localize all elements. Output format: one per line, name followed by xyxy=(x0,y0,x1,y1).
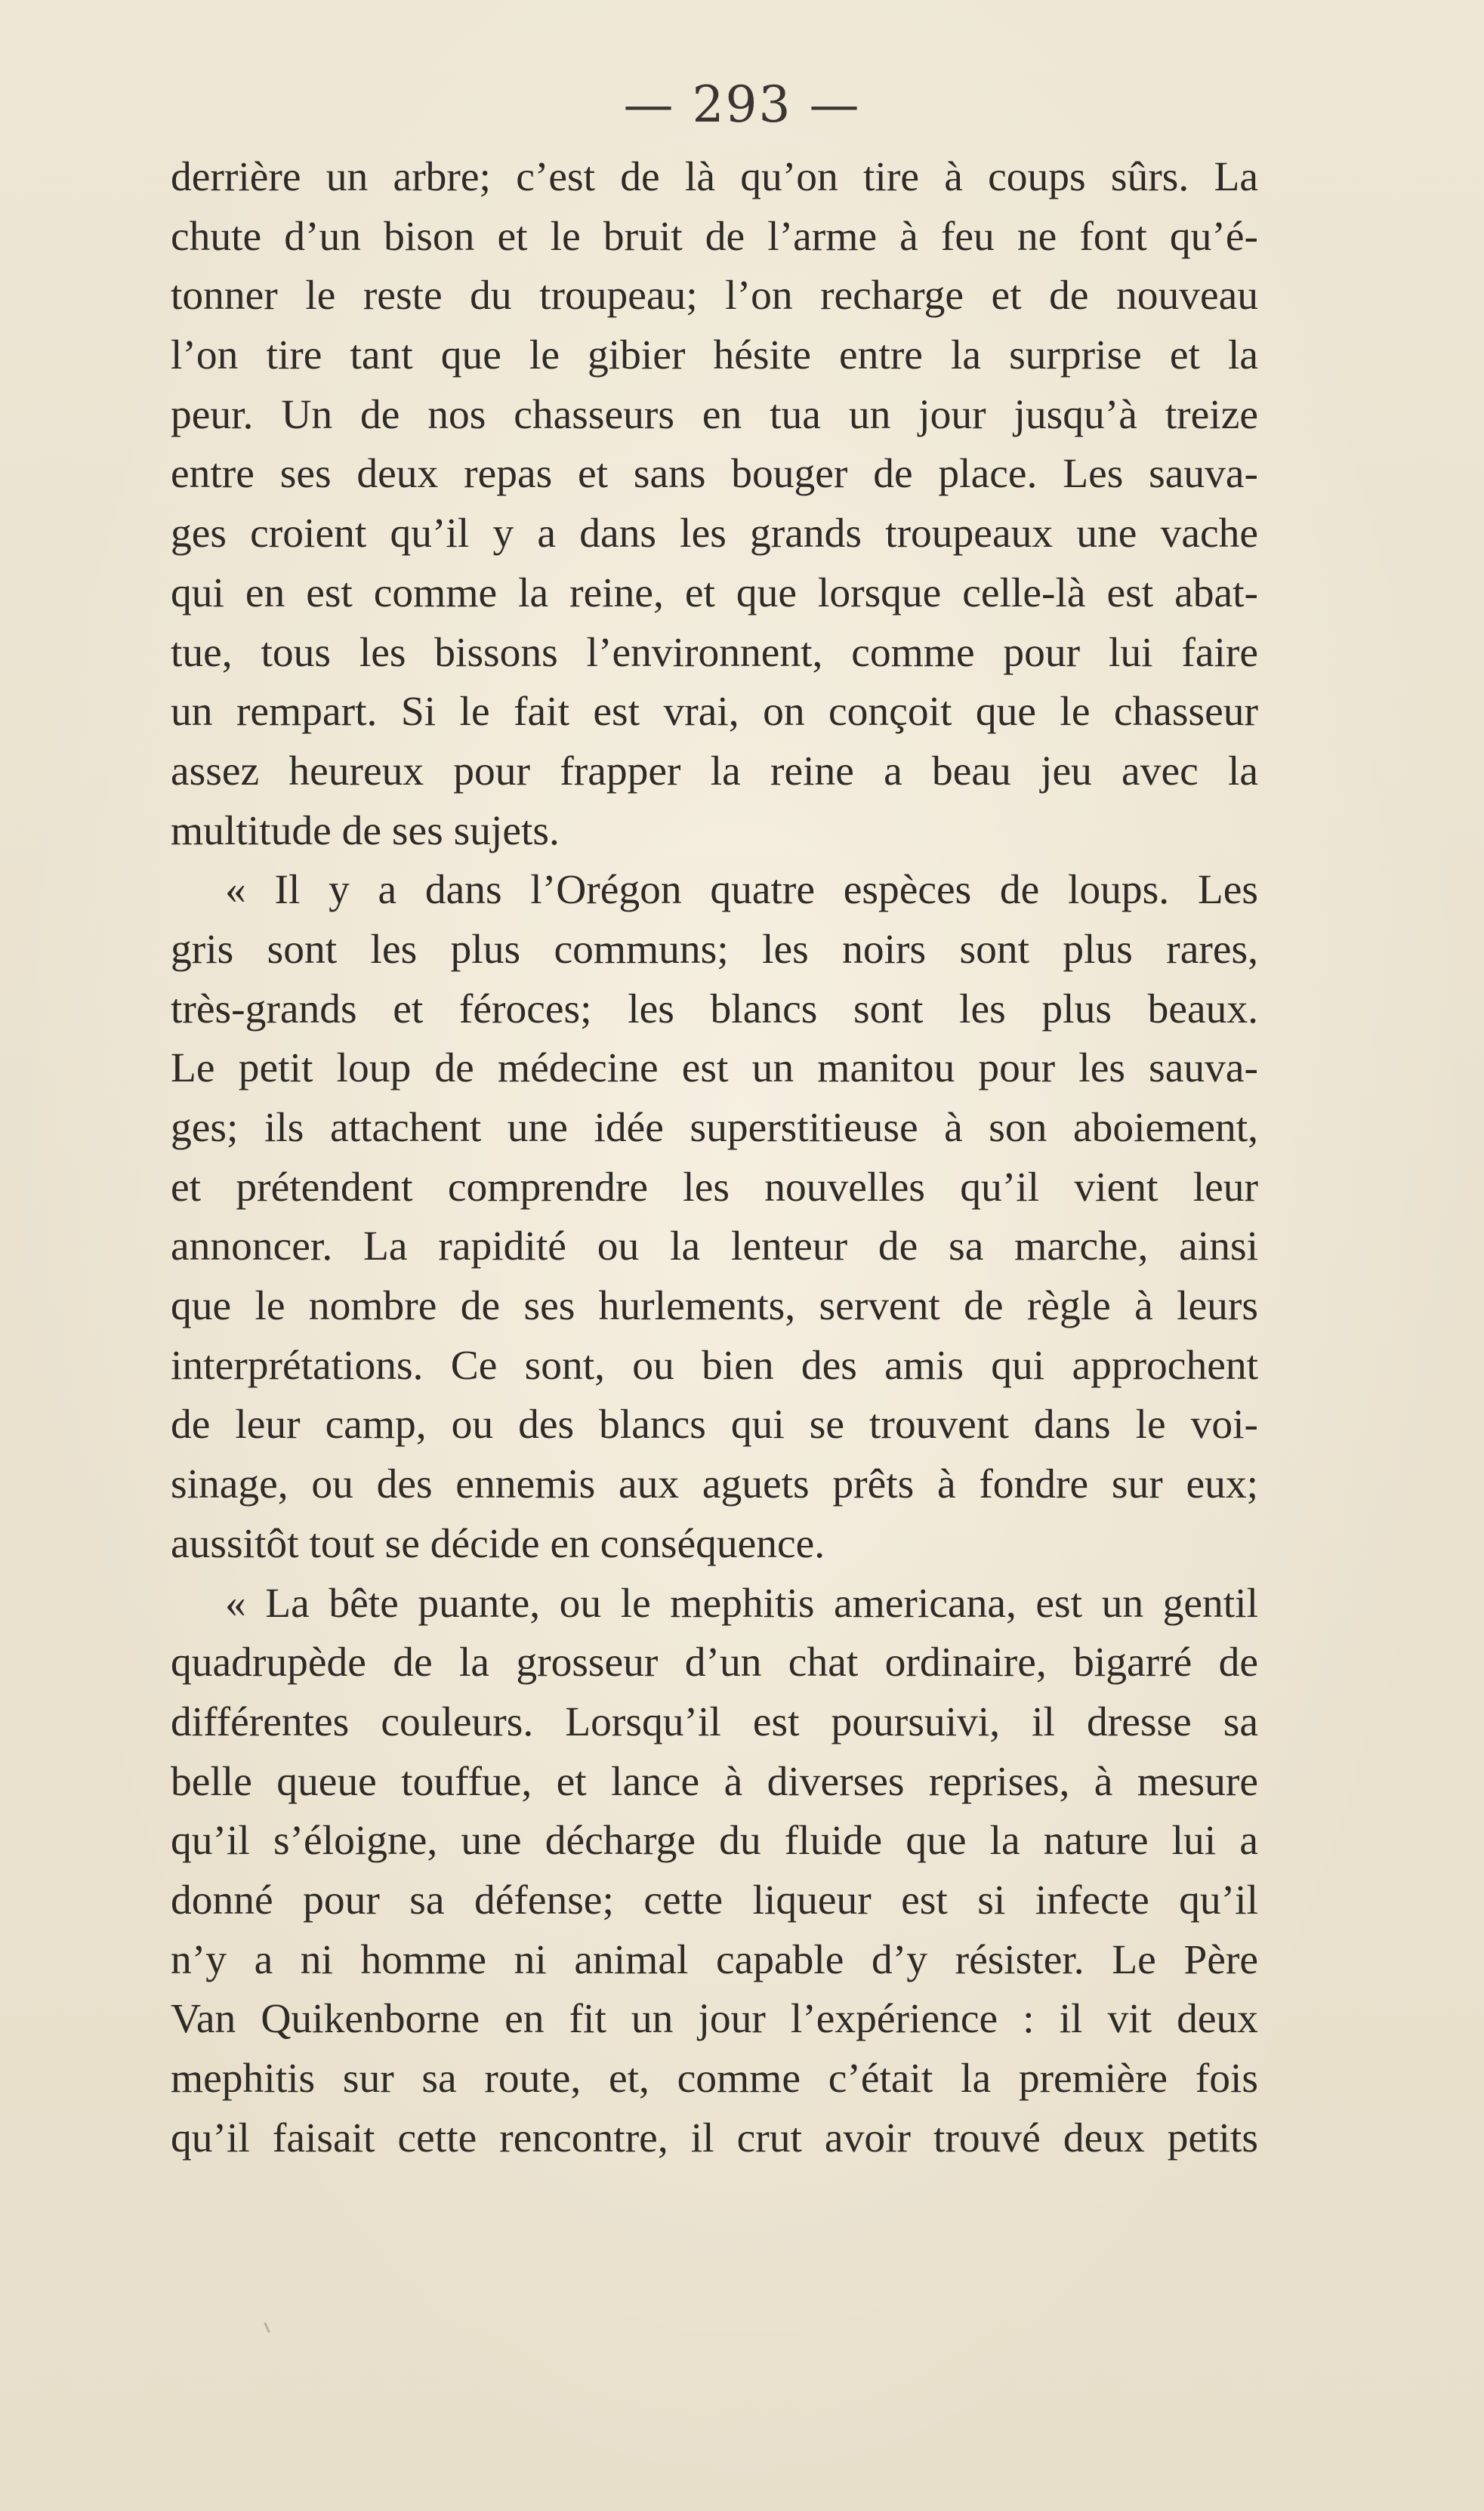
text-line: que le nombre de ses hurlements, servent de règle à leurs xyxy=(171,1283,1258,1330)
text-line: très-grands et féroces; les blancs sont les plus beaux. xyxy=(171,986,1258,1032)
text-line: derrière un arbre; c’est de là qu’on tire à coups sûrs. La xyxy=(171,154,1258,200)
paper-mark xyxy=(264,2322,270,2333)
text-line: mephitis sur sa route, et, comme c’était la première fois xyxy=(171,2056,1258,2102)
text-line: qu’il faisait cette rencontre, il crut avoir trouvé deux petits xyxy=(171,2115,1258,2161)
body-text xyxy=(171,148,1258,2168)
text-line: tonner le reste du troupeau; l’on recharge et de nouveau xyxy=(171,273,1258,319)
text-line: et prétendent comprendre les nouvelles qu’il vient leur xyxy=(171,1164,1258,1211)
text-line: n’y a ni homme ni animal capable d’y résister. Le Père xyxy=(171,1936,1258,1983)
page-number: — 293 — xyxy=(623,76,861,134)
text-line: assez heureux pour frapper la reine a beau jeu avec la xyxy=(171,748,1258,794)
text-line: interprétations. Ce sont, ou bien des amis qui approchent xyxy=(171,1342,1258,1389)
text-line: gris sont les plus communs; les noirs sont plus rares, xyxy=(171,926,1258,973)
text-line: Le petit loup de médecine est un manitou pour les sauva- xyxy=(171,1045,1258,1092)
text-line: qu’il s’éloigne, une décharge du fluide que la nature lui a xyxy=(171,1818,1258,1865)
text-line: belle queue touffue, et lance à diverses reprises, à mesure xyxy=(171,1758,1258,1805)
text-line: Van Quikenborne en fit un jour l’expérience : il vit deux xyxy=(171,1996,1258,2043)
text-line: annoncer. La rapidité ou la lenteur de sa marche, ainsi xyxy=(171,1223,1258,1270)
text-line: donné pour sa défense; cette liqueur est si infecte qu’il xyxy=(171,1877,1258,1923)
text-line: de leur camp, ou des blancs qui se trouvent dans le voi- xyxy=(171,1402,1258,1448)
text-line: quadrupède de la grosseur d’un chat ordinaire, bigarré de xyxy=(171,1640,1258,1686)
text-line: « La bête puante, ou le mephitis americana, est un gentil xyxy=(225,1580,1258,1627)
text-line: peur. Un de nos chasseurs en tua un jour jusqu’à treize xyxy=(171,391,1258,438)
text-line: ges; ils attachent une idée superstitieuse à son aboiement, xyxy=(171,1105,1258,1151)
text-line: différentes couleurs. Lorsqu’il est poursuivi, il dresse sa xyxy=(171,1698,1258,1745)
text-line: multitude de ses sujets. xyxy=(171,807,560,854)
text-line: chute d’un bison et le bruit de l’arme à feu ne font qu’é- xyxy=(171,213,1258,260)
text-line: un rempart. Si le fait est vrai, on conçoit que le chasseur xyxy=(171,689,1258,736)
text-line: qui en est comme la reine, et que lorsque celle-là est abat- xyxy=(171,569,1258,616)
text-line: entre ses deux repas et sans bouger de place. Les sauva- xyxy=(171,451,1258,498)
text-line: aussitôt tout se décide en conséquence. xyxy=(171,1520,825,1567)
text-line: ges croient qu’il y a dans les grands troupeaux une vache xyxy=(171,511,1258,557)
text-line: l’on tire tant que le gibier hésite entre la surprise et la xyxy=(171,332,1258,379)
text-line: « Il y a dans l’Orégon quatre espèces de loups. Les xyxy=(225,867,1258,914)
text-line: sinage, ou des ennemis aux aguets prêts à fondre sur eux; xyxy=(171,1461,1258,1508)
text-line: tue, tous les bissons l’environnent, comme pour lui faire xyxy=(171,629,1258,676)
